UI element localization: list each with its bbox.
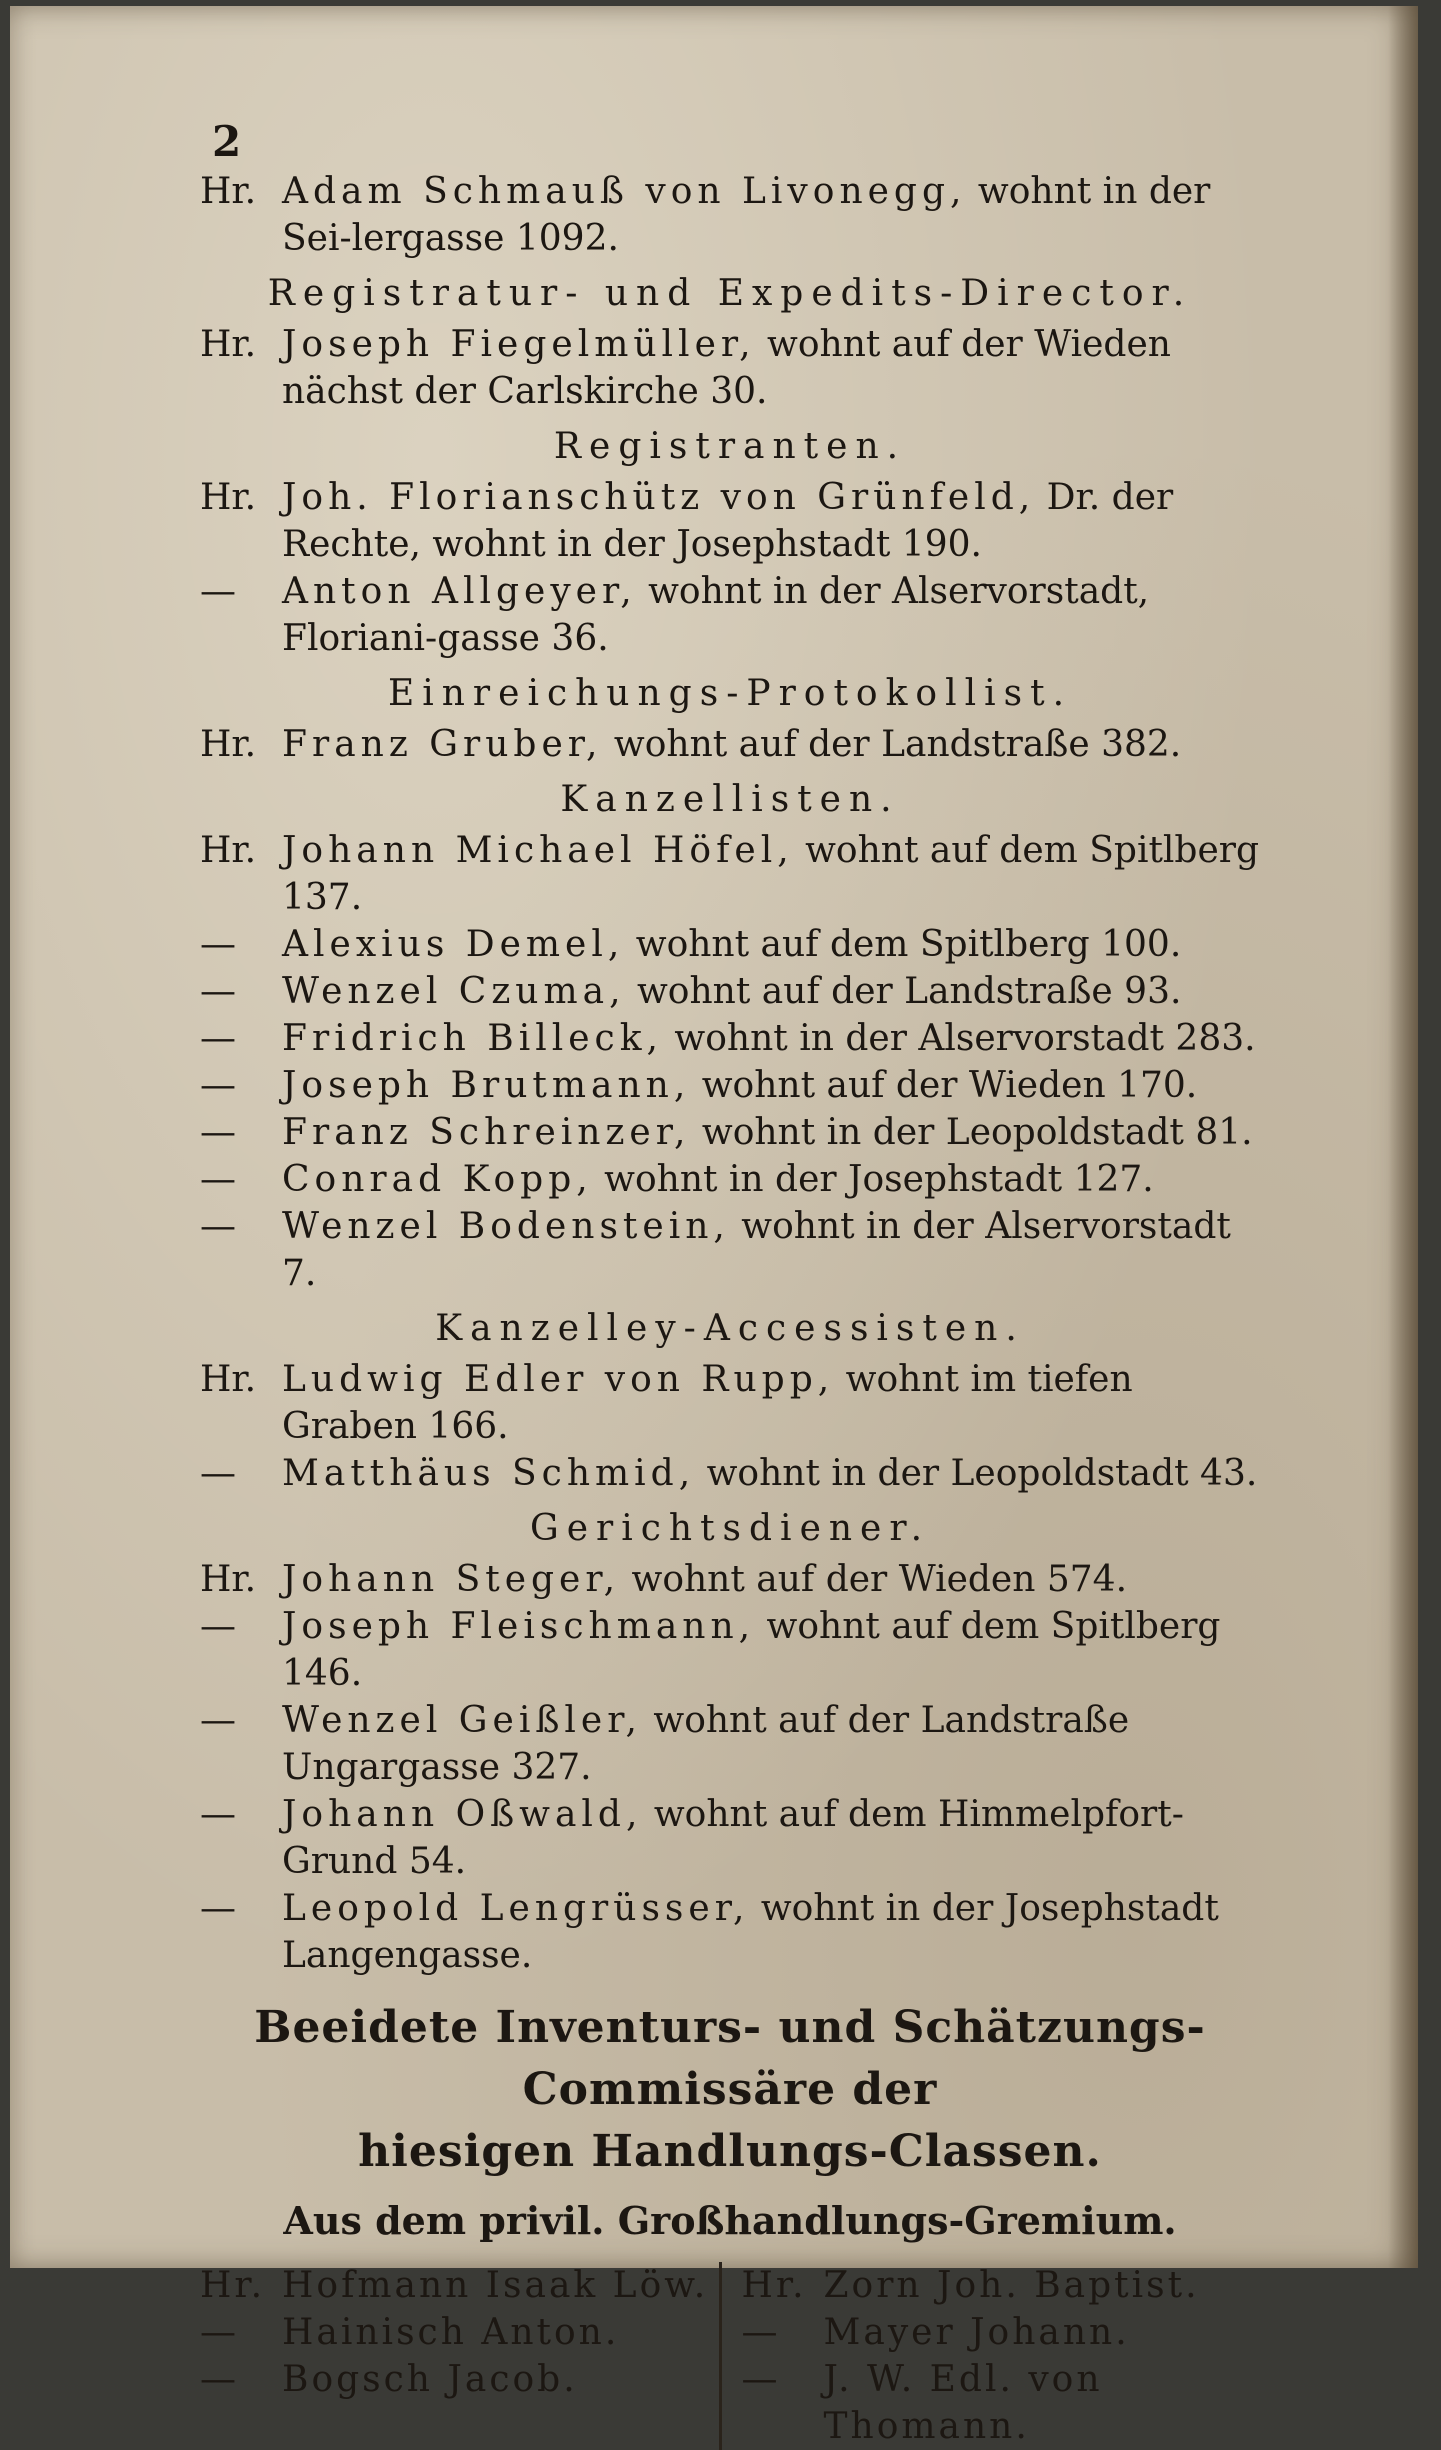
list-item xyxy=(200,1697,1260,1791)
entry-address: wohnt in der Josephstadt Langengasse. xyxy=(282,1888,1219,1976)
entry-name: Wenzel Bodenstein, xyxy=(282,1206,730,1247)
entry-prefix: — xyxy=(741,2359,781,2400)
section-registratur-director xyxy=(200,270,1260,415)
list-item xyxy=(200,827,1260,921)
entry-name: Hainisch Anton. xyxy=(282,2312,620,2353)
list-item xyxy=(200,1356,1260,1450)
list-item xyxy=(200,1156,1260,1203)
entry-name: Johann Michael Höfel, xyxy=(282,830,794,871)
entry-name: Franz Schreinzer, xyxy=(282,1112,691,1153)
section-heading: Einreichungs-Protokollist. xyxy=(387,673,1073,714)
entry-address: wohnt in der Alservorstadt 7. xyxy=(282,1206,1231,1294)
commissaries-right-column xyxy=(719,2262,1261,2450)
entry-address: wohnt auf der Landstraße 382. xyxy=(602,724,1182,765)
entry-address: wohnt auf der Wieden nächst der Carlskirche 30. xyxy=(282,324,1171,412)
list-item xyxy=(200,968,1260,1015)
entry-address: wohnt auf dem Spitlberg 100. xyxy=(624,924,1182,965)
entry-prefix: — xyxy=(200,1065,236,1106)
list-item xyxy=(200,168,1260,262)
entry-address: wohnt in der Alservorstadt, Floriani-gasse 36. xyxy=(282,571,1150,659)
entry-name: Mayer Johann. xyxy=(823,2312,1130,2353)
entry-prefix: — xyxy=(200,924,236,965)
page-text xyxy=(200,116,1260,2450)
section-heading: Kanzellisten. xyxy=(560,779,900,820)
entry-name: Wenzel Czuma, xyxy=(282,971,626,1012)
gremium-subheading: Aus dem privil. Großhandlungs-Gremium. xyxy=(283,2198,1177,2243)
entry-prefix: Hr. xyxy=(200,724,257,765)
entry-name: Conrad Kopp, xyxy=(282,1159,593,1200)
entry-prefix: — xyxy=(200,2359,239,2400)
entry-name: Zorn Joh. Baptist. xyxy=(823,2265,1200,2306)
entry-address: wohnt auf der Landstraße Ungargasse 327. xyxy=(282,1700,1130,1788)
entry-name: Anton Allgeyer, xyxy=(282,571,637,612)
entry-address: wohnt im tiefen Graben 166. xyxy=(282,1359,1133,1447)
page-number: 2 xyxy=(212,117,242,166)
entry-address: wohnt auf der Wieden 574. xyxy=(620,1559,1128,1600)
list-item xyxy=(200,2309,719,2356)
entry-name: Joseph Brutmann, xyxy=(282,1065,691,1106)
commissaries-heading xyxy=(200,1997,1260,2183)
entry-address: wohnt in der Josephstadt 127. xyxy=(592,1159,1154,1200)
entry-name: Joh. Florianschütz von Grünfeld, xyxy=(282,477,1036,518)
entry-name: Alexius Demel, xyxy=(282,924,625,965)
entry-address: wohnt auf der Landstraße 93. xyxy=(625,971,1182,1012)
entry-name: Adam Schmauß von Livonegg, xyxy=(282,171,967,212)
list-item xyxy=(742,2356,1261,2450)
section-registranten xyxy=(200,423,1260,662)
list-item xyxy=(200,1450,1260,1497)
page-spine-shadow xyxy=(1388,6,1418,2268)
list-item xyxy=(742,2262,1261,2309)
list-item xyxy=(200,321,1260,415)
entry-prefix: — xyxy=(200,1112,236,1153)
book-page xyxy=(10,6,1418,2447)
list-item xyxy=(200,568,1260,662)
entry-name: Fridrich Billeck, xyxy=(282,1018,663,1059)
list-item xyxy=(200,1556,1260,1603)
entry-prefix: — xyxy=(200,1606,236,1647)
section-accessisten xyxy=(200,1305,1260,1497)
entry-prefix: Hr. xyxy=(200,477,257,518)
entry-prefix: — xyxy=(200,1794,236,1835)
entry-prefix: — xyxy=(200,1453,236,1494)
entry-address: wohnt auf der Wieden 170. xyxy=(690,1065,1198,1106)
commissaries-heading-line2: hiesigen Handlungs-Classen. xyxy=(358,2126,1102,2177)
list-item xyxy=(200,1603,1260,1697)
section-heading: Gerichtsdiener. xyxy=(529,1508,931,1549)
section-gerichtsdiener xyxy=(200,1505,1260,1979)
entry-name: Leopold Lengrüsser, xyxy=(282,1888,750,1929)
entry-prefix: Hr. xyxy=(741,2265,807,2306)
entry-address: wohnt in der Alservorstadt 283. xyxy=(662,1018,1256,1059)
entry-address: wohnt auf dem Spitlberg 146. xyxy=(282,1606,1221,1694)
entry-name: Bogsch Jacob. xyxy=(282,2359,578,2400)
commissaries-columns xyxy=(200,2262,1260,2450)
entry-name: Hofmann Isaak Löw. xyxy=(282,2265,709,2306)
entry-name: Joseph Fleischmann, xyxy=(282,1606,756,1647)
entry-address: wohnt in der Sei-lergasse 1092. xyxy=(282,171,1211,259)
entry-prefix: Hr. xyxy=(200,830,257,871)
entry-prefix: Hr. xyxy=(200,171,257,212)
entry-address: wohnt auf dem Spitlberg 137. xyxy=(282,830,1260,918)
entry-name: Franz Gruber, xyxy=(282,724,603,765)
entry-prefix: — xyxy=(200,1159,236,1200)
list-item xyxy=(200,721,1260,768)
entry-address: wohnt auf dem Himmelpfort-Grund 54. xyxy=(282,1794,1184,1882)
list-item xyxy=(200,2262,719,2309)
list-item xyxy=(200,921,1260,968)
list-item xyxy=(200,1109,1260,1156)
entry-prefix: — xyxy=(200,2312,239,2353)
entry-name: Ludwig Edler von Rupp, xyxy=(282,1359,835,1400)
entry-address: wohnt in der Leopoldstadt 81. xyxy=(690,1112,1253,1153)
commissaries-heading-line1: Beeidete Inventurs- und Schätzungs-Commissäre der xyxy=(254,2002,1206,2115)
entry-prefix: — xyxy=(200,571,236,612)
entry-name: Johann Steger, xyxy=(282,1559,621,1600)
list-item xyxy=(200,1062,1260,1109)
entry-prefix: — xyxy=(741,2312,781,2353)
list-item xyxy=(200,1203,1260,1297)
list-item xyxy=(200,1885,1260,1979)
top-entry-list xyxy=(200,168,1260,262)
entry-name: Joseph Fiegelmüller, xyxy=(282,324,756,365)
entry-name: Wenzel Geißler, xyxy=(282,1700,642,1741)
entry-prefix: Hr. xyxy=(200,2265,266,2306)
entry-prefix: — xyxy=(200,1206,236,1247)
section-kanzellisten xyxy=(200,776,1260,1297)
list-item xyxy=(200,2356,719,2403)
list-item xyxy=(200,1015,1260,1062)
entry-name: Johann Oßwald, xyxy=(282,1794,643,1835)
entry-prefix: — xyxy=(200,1018,236,1059)
list-item xyxy=(200,474,1260,568)
section-heading: Kanzelley-Accessisten. xyxy=(435,1308,1025,1349)
section-protokollist xyxy=(200,670,1260,768)
entry-prefix: Hr. xyxy=(200,324,257,365)
commissaries-left-column xyxy=(200,2262,719,2450)
entry-name: J. W. Edl. von Thomann. xyxy=(823,2359,1103,2447)
section-heading: Registratur- und Expedits-Director. xyxy=(267,273,1193,314)
entry-address: wohnt in der Leopoldstadt 43. xyxy=(695,1453,1258,1494)
entry-prefix: Hr. xyxy=(200,1559,257,1600)
list-item xyxy=(742,2309,1261,2356)
entry-prefix: — xyxy=(200,1700,236,1741)
entry-address: Dr. der Rechte, wohnt in der Josephstadt 190. xyxy=(282,477,1174,565)
entry-name: Matthäus Schmid, xyxy=(282,1453,696,1494)
list-item xyxy=(200,1791,1260,1885)
entry-prefix: — xyxy=(200,1888,236,1929)
section-heading: Registranten. xyxy=(553,426,907,467)
entry-prefix: — xyxy=(200,971,236,1012)
entry-prefix: Hr. xyxy=(200,1359,257,1400)
